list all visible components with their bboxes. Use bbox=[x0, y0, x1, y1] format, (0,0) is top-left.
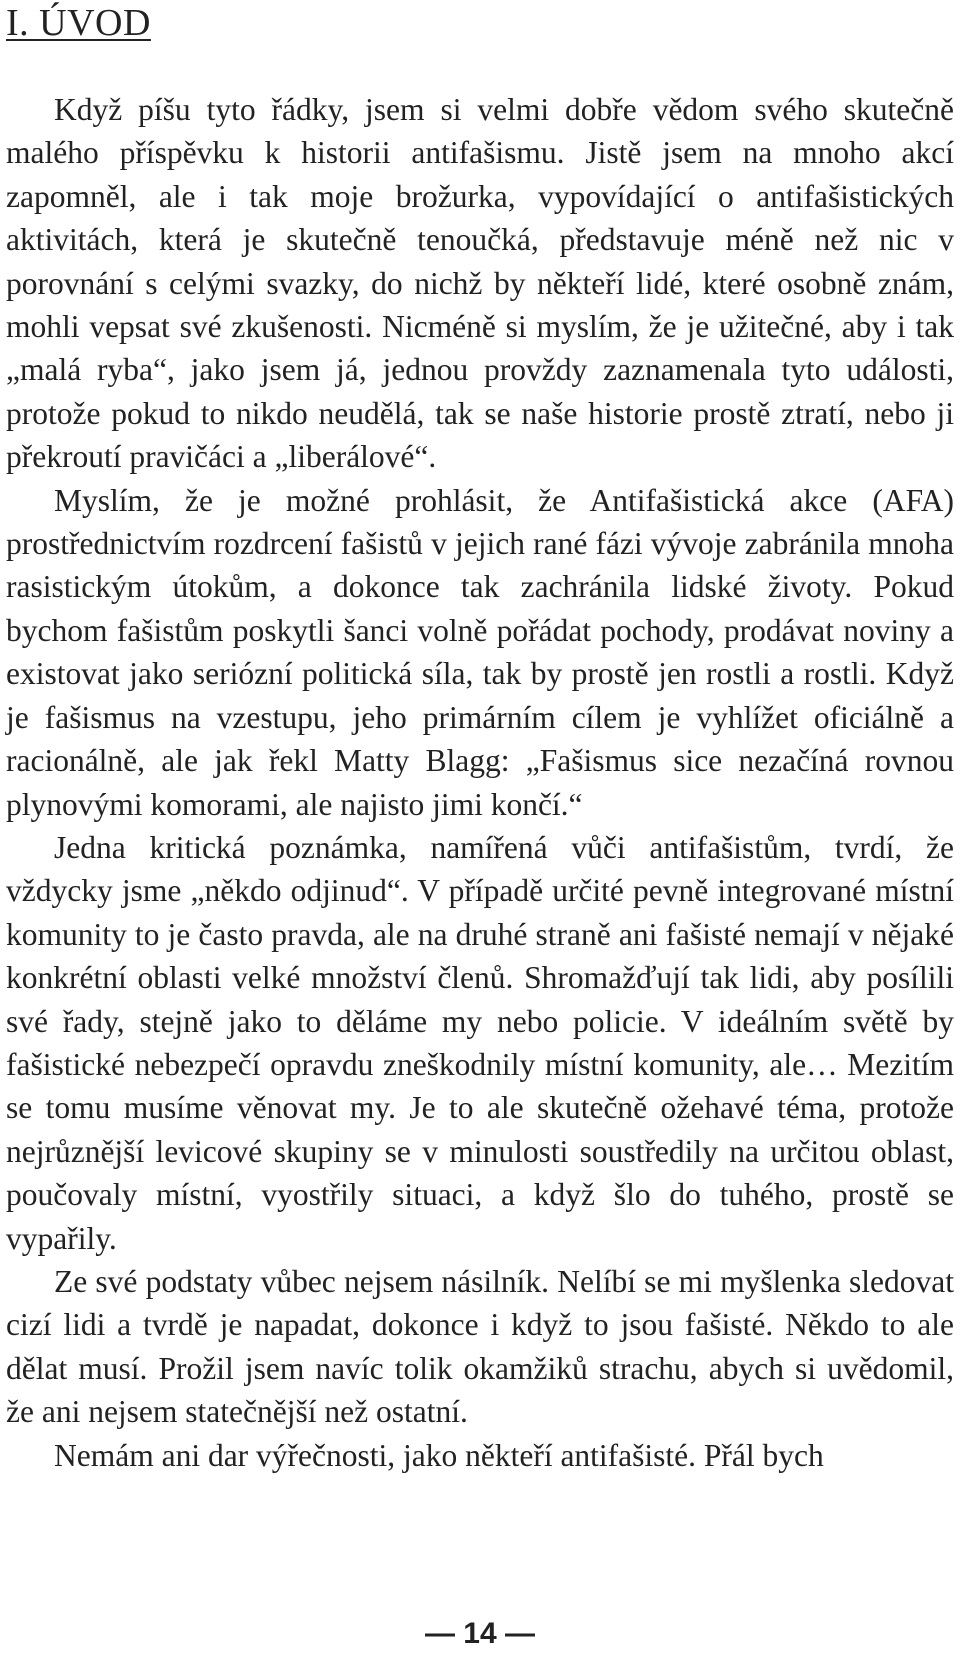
paragraph: Nemám ani dar výřečnosti, jako někteří antifašisté. Přál bych bbox=[54, 1437, 824, 1473]
paragraph: Jedna kritická poznámka, namířená vůči antifašistům, tvrdí, že vždycky jsme „někdo odjinud“. V případě určité pevně integrované místní komunity to je často pravda, ale na druhé straně ani fašisté nemají v nějaké konkrétní oblasti velké množství členů. Shromažďují tak lidi, aby posílili své řady, stejně jako to děláme my nebo policie. V ideálním světě by fašistické nebezpečí opravdu zneškodnily místní komunity, ale… Mezitím se tomu musíme věnovat my. Je to ale skutečně ožehavé téma, protože nejrůznější levicové skupiny se v minulosti soustředily na určitou oblast, poučovaly místní, vyostřily situaci, a když šlo do tuhého, prostě se vypařily. bbox=[6, 829, 954, 1256]
paragraph: Ze své podstaty vůbec nejsem násilník. Nelíbí se mi myšlenka sledovat cizí lidi a tvrdě je napadat, dokonce i když to jsou fašisté. Někdo to ale dělat musí. Prožil jsem navíc tolik okamžiků strachu, abych si uvědomil, že ani nejsem statečnější než ostatní. bbox=[6, 1263, 954, 1430]
body-text bbox=[6, 88, 954, 1477]
paragraph: Myslím, že je možné prohlásit, že Antifašistická akce (AFA) prostřednictvím rozdrcení fašistů v jejich rané fázi vývoje zabránila mnoha rasistickým útokům, a dokonce tak zachránila lidské životy. Pokud bychom fašistům poskytli šanci volně pořádat pochody, prodávat noviny a existovat jako seriózní politická síla, tak by prostě jen rostli a rostli. Když je fašismus na vzestupu, jeho primárním cílem je vyhlížet oficiálně a racionálně, ale jak řekl Matty Blagg: „Fašismus sice nezačíná rovnou plynovými komorami, ale najisto jimi končí.“ bbox=[6, 482, 954, 822]
paragraph: Když píšu tyto řádky, jsem si velmi dobře vědom svého skutečně malého příspěvku k historii antifašismu. Jistě jsem na mnoho akcí zapomněl, ale i tak moje brožurka, vypovídající o antifašistických aktivitách, která je skutečně tenoučká, představuje méně než nic v porovnání s celými svazky, do nichž by někteří lidé, které osobně znám, mohli vepsat své zkušenosti. Nicméně si myslím, že je užitečné, aby i tak „malá ryba“, jako jsem já, jednou provždy zaznamenala tyto události, protože pokud to nikdo neudělá, tak se naše historie prostě ztratí, nebo ji překroutí pravičáci a „liberálové“. bbox=[6, 92, 954, 475]
page-number: — 14 — bbox=[424, 1617, 536, 1650]
chapter-heading: I. ÚVOD bbox=[6, 2, 151, 44]
